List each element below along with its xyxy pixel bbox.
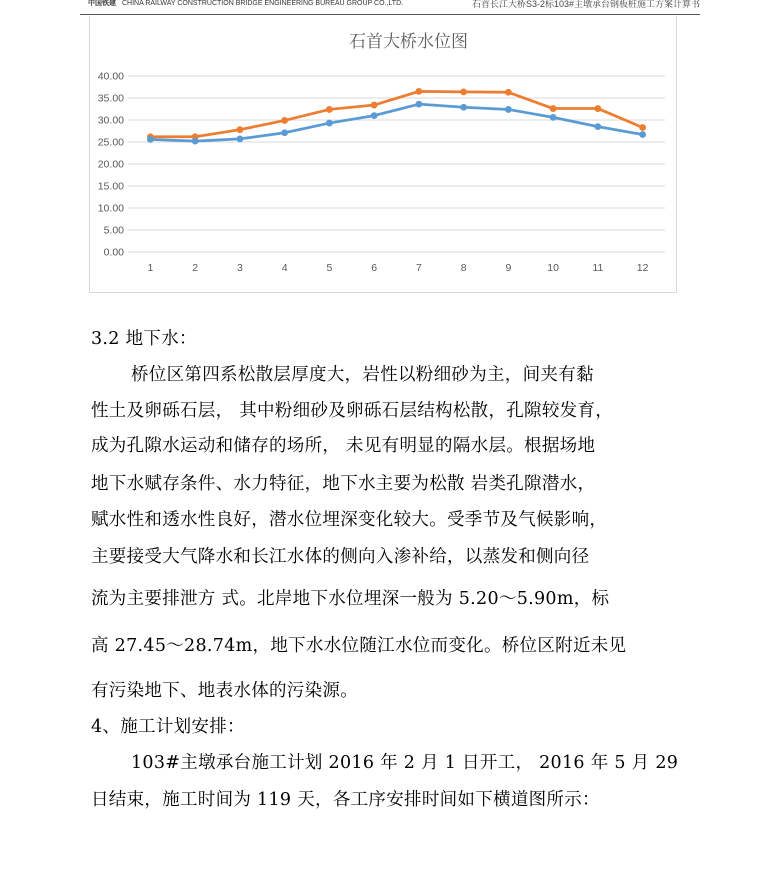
data-point bbox=[326, 106, 333, 113]
x-tick-label: 1 bbox=[147, 262, 154, 274]
paragraph-line: 日结束，施工时间为 119 天，各工序安排时间如下横道图所示： bbox=[91, 790, 600, 810]
x-tick-label: 3 bbox=[236, 262, 243, 274]
y-tick-label: 5.00 bbox=[103, 224, 124, 237]
y-tick-label: 0.00 bbox=[103, 246, 124, 259]
data-point bbox=[326, 120, 333, 127]
data-point bbox=[594, 123, 601, 130]
data-point bbox=[371, 102, 378, 109]
x-tick-label: 10 bbox=[547, 262, 559, 274]
x-tick-label: 12 bbox=[636, 262, 649, 274]
y-tick-label: 15.00 bbox=[97, 180, 124, 193]
paragraph-line: 成为孔隙水运动和储存的场所， 未见有明显的隔水层。根据场地 bbox=[91, 436, 596, 456]
chart-canvas bbox=[90, 16, 676, 292]
y-tick-label: 40.00 bbox=[97, 70, 124, 83]
data-point bbox=[505, 89, 512, 96]
header-company bbox=[88, 0, 403, 8]
data-point bbox=[594, 105, 601, 112]
paragraph-line: 地下水赋存条件、水力特征，地下水主要为松散 岩类孔隙潜水， bbox=[91, 474, 596, 494]
paragraph-line: 性土及卵砾石层， 其中粉细砂及卵砾石层结构松散，孔隙较发育， bbox=[91, 401, 614, 421]
data-point bbox=[281, 129, 288, 136]
company-english-name: CHINA RAILWAY CONSTRUCTION BRIDGE ENGINEERING BUREAU GROUP CO.,LTD. bbox=[122, 0, 404, 7]
y-tick-label: 20.00 bbox=[97, 158, 124, 171]
data-point bbox=[550, 105, 557, 112]
water-level-chart bbox=[89, 16, 677, 293]
data-point bbox=[460, 88, 467, 95]
company-logo: 中国铁建 bbox=[88, 0, 116, 7]
x-tick-label: 4 bbox=[281, 262, 288, 274]
data-point bbox=[460, 104, 467, 111]
data-point bbox=[639, 131, 646, 138]
chart-title: 石首大桥水位图 bbox=[349, 32, 468, 52]
data-point bbox=[236, 136, 243, 143]
x-tick-label: 8 bbox=[460, 262, 467, 274]
data-point bbox=[415, 88, 422, 95]
paragraph-line: 103#主墩承台施工计划 2016 年 2 月 1 日开工， 2016 年 5 月 29 bbox=[131, 753, 679, 773]
x-tick-label: 7 bbox=[415, 262, 422, 274]
data-point bbox=[192, 138, 199, 145]
data-point bbox=[415, 101, 422, 108]
x-tick-label: 9 bbox=[505, 262, 512, 274]
y-tick-label: 30.00 bbox=[97, 114, 124, 127]
data-point bbox=[550, 114, 557, 121]
paragraph-line: 有污染地下、地表水体的污染源。 bbox=[91, 681, 358, 701]
paragraph-line: 主要接受大气降水和长江水体的侧向入渗补给，以蒸发和侧向径 bbox=[91, 547, 590, 567]
data-point bbox=[505, 106, 512, 113]
data-point bbox=[639, 124, 646, 131]
data-point bbox=[281, 117, 288, 124]
x-tick-label: 6 bbox=[371, 262, 378, 274]
data-point bbox=[236, 126, 243, 133]
x-tick-label: 11 bbox=[592, 262, 604, 274]
header-document-title: 石首长江大桥S3-2标103#主墩承台钢板桩施工方案计算书 bbox=[471, 0, 700, 9]
y-tick-label: 35.00 bbox=[97, 92, 124, 105]
y-tick-label: 25.00 bbox=[97, 136, 124, 149]
paragraph-line: 桥位区第四系松散层厚度大，岩性以粉细砂为主，间夹有黏 bbox=[131, 365, 594, 385]
paragraph-line: 赋水性和透水性良好，潜水位埋深变化较大。受季节及气候影响， bbox=[91, 510, 608, 530]
page-header bbox=[80, 0, 700, 15]
paragraph-line: 流为主要排泄方 式。北岸地下水位埋深一般为 5.20～5.90m，标 bbox=[91, 589, 610, 609]
paragraph-line: 高 27.45～28.74m，地下水水位随江水位而变化。桥位区附近未见 bbox=[91, 636, 627, 656]
section-heading-schedule: 4、施工计划安排： bbox=[91, 717, 245, 737]
x-tick-label: 2 bbox=[192, 262, 199, 274]
data-point bbox=[371, 112, 378, 119]
section-heading-groundwater: 3.2 地下水： bbox=[91, 329, 197, 349]
y-tick-label: 10.00 bbox=[97, 202, 124, 215]
data-point bbox=[147, 136, 154, 143]
x-tick-label: 5 bbox=[326, 262, 333, 274]
